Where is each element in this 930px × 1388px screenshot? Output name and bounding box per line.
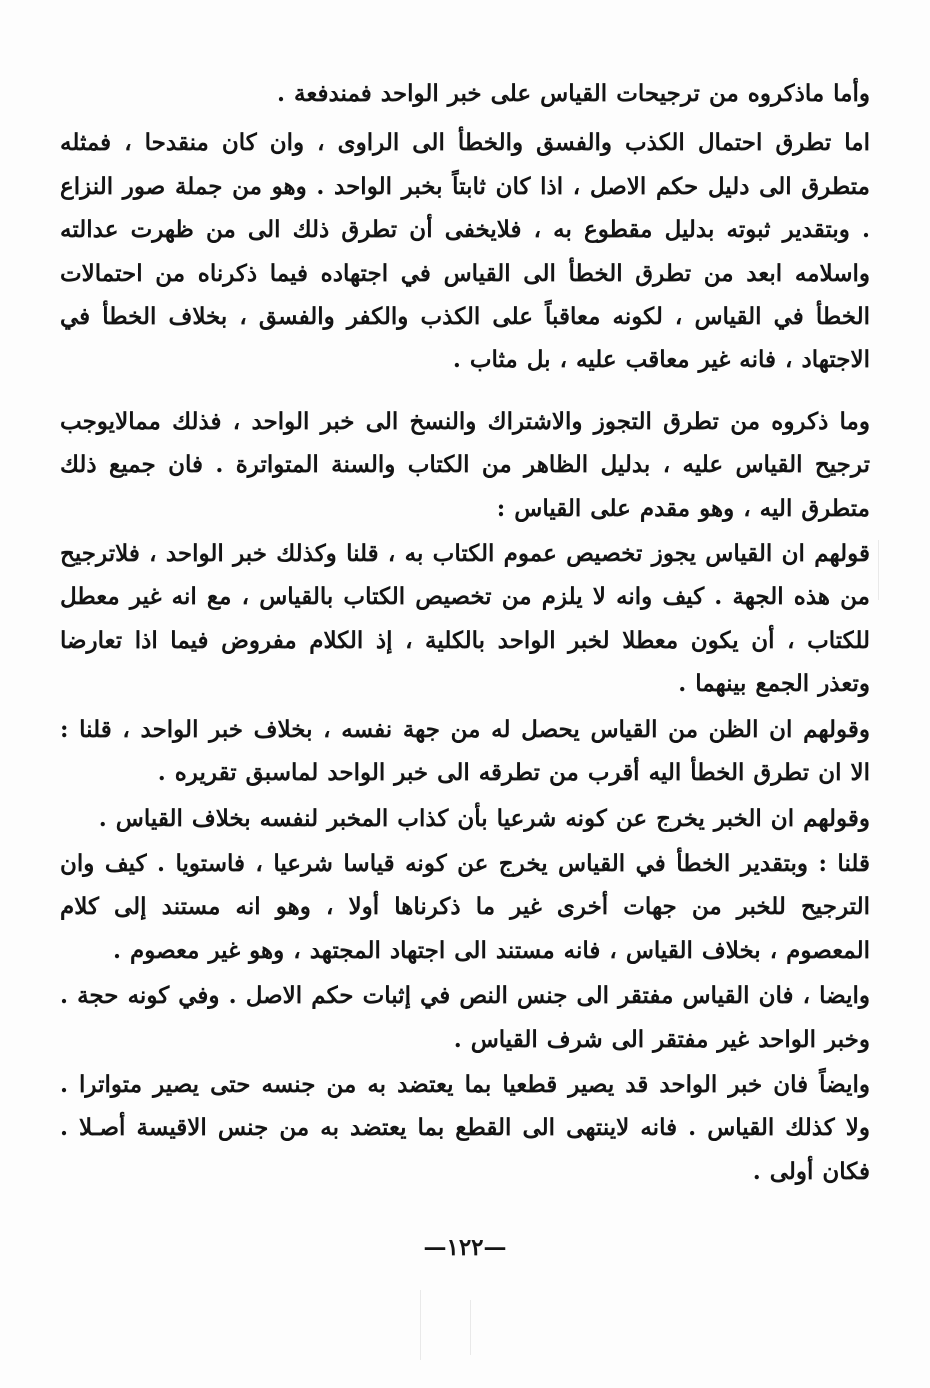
scan-artifact-line: [470, 1300, 471, 1355]
paragraph-7: قلنا : وبتقدير الخطأ في القياس يخرج عن كونه قياسا شرعيا ، فاستويا . كيف وان الترجيح للخبر من جهات أخرى غير ما ذكرناها أولا ، وهو انه مستند إلى كلام المعصوم ، بخلاف القياس ، فانه مستند الى اجتهاد المجتهد ، وهو غير معصوم .: [60, 849, 870, 964]
paragraph-4: قولهم ان القياس يجوز تخصيص عموم الكتاب به ، قلنا وكذلك خبر الواحد ، فلاترجيح من هذه الجهة . كيف وانه لا يلزم من تخصيص الكتاب بالقياس ، مع انه غير معطل للكتاب ، أن يكون معطلا لخبر الواحد بالكلية ، إذ الكلام مفروض فيما اذا تعارضا وتعذر الجمع بينهما .: [60, 540, 870, 698]
paragraph-2: اما تطرق احتمال الكذب والفسق والخطأ الى الراوى ، وان كان منقدحا ، فمثله متطرق الى دليل حكم الاصل ، اذا كان ثابتاً بخبر الواحد . وهو من جملة صور النزاع . وبتقدير ثبوته بدليل مقطوع به ، فلايخفى أن تطرق ذلك الى من ظهرت عدالته واسلامه ابعد من تطرق الخطأ الى القياس في اجتهاده فيما ذكرناه من احتمالات الخطأ في القياس ، لكونه معاقباً على الكذب والكفر والفسق ، بخلاف الخطأ في الاجتهاد ، فانه غير معاقب عليه ، بل مثاب .: [60, 129, 870, 374]
page-number: —١٢٢—: [423, 1234, 507, 1261]
text-body: [60, 72, 870, 1195]
paragraph-6: وقولهم ان الخبر يخرج عن كونه شرعيا بأن كذاب المخبر لنفسه بخلاف القياس .: [98, 804, 870, 832]
paragraph-9: وايضاً فان خبر الواحد قد يصير قطعيا بما يعتضد به من جنسه حتى يصير متواترا . ولا كذلك القياس . فانه لاينتهى الى القطع بما يعتضد به من جنس الاقيسة أصـلا . فكان أولى .: [60, 1070, 870, 1185]
paragraph-8: وايضا ، فان القياس مفتقر الى جنس النص في إثبات حكم الاصل . وفي كونه حجة . وخبر الواحد غير مفتقر الى شرف القياس .: [60, 982, 870, 1053]
paragraph-3: وما ذكروه من تطرق التجوز والاشتراك والنسخ الى خبر الواحد ، فذلك ممالايوجب ترجيح القياس عليه ، بدليل الظاهر من الكتاب والسنة المتواترة . فان جميع ذلك متطرق اليه ، وهو مقدم على القياس :: [60, 407, 870, 522]
scan-artifact-line: [878, 540, 879, 600]
paragraph-1: وأما ماذكروه من ترجيحات القياس على خبر الواحد فمندفعة .: [277, 80, 870, 107]
paragraph-5: وقولهم ان الظن من القياس يحصل له من جهة نفسه ، بخلاف خبر الواحد ، قلنا : الا ان تطرق الخطأ اليه أقرب من تطرقه الى خبر الواحد لماسبق تقريره .: [60, 715, 870, 787]
scan-artifact-line: [420, 1290, 421, 1360]
